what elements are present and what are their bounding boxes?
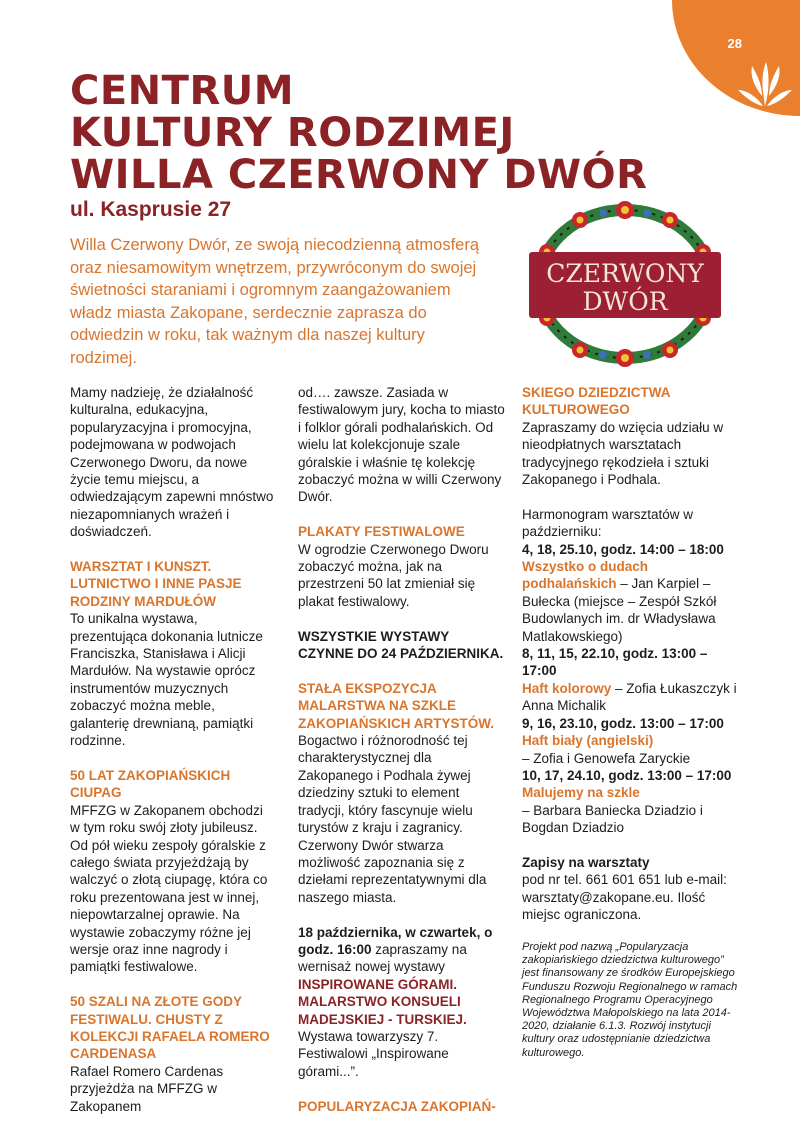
vernissage-paragraph (298, 924, 508, 1081)
workshop-details: – Zofia i Genowefa Zaryckie (522, 750, 691, 766)
workshop-details: – Jan Karpiel – Bułecka (miejsce – Zespół Szkół Budowlanych im. dr Władysława Matlakowskiego) (522, 576, 717, 644)
workshop-item (522, 558, 740, 645)
paragraph: od…. zawsze. Zasiada w festiwalowym jury, kocha to miasto i folklor górali podhalańskich. Od wielu lat kolekcjonuje szale góralskie i właśnie tę kolekcję zobaczyć można w willi Czerwony Dwór. (298, 385, 505, 505)
section-heading: STAŁA EKSPOZYCJA MALARSTWA NA SZKLE ZAKOPIAŃSKICH ARTYSTÓW. (298, 680, 495, 731)
section-heading: 50 SZALI NA ZŁOTE GODY FESTIWALU. CHUSTY Z KOLEKCJI RAFAELA ROMERO CARDENASA (70, 994, 270, 1062)
signup-heading: Zapisy na warsztaty (522, 854, 650, 870)
title-line: KULTURY RODZIMEJ (70, 110, 515, 156)
exhibition-name: INSPIROWANE GÓRAMI. MALARSTWO KONSUELI MADEJSKIEJ - TURSKIEJ. (298, 976, 467, 1027)
column-2 (298, 384, 508, 1115)
exhibitions-notice: WSZYSTKIE WYSTAWY CZYNNE DO 24 PAŹDZIERNIKA. (298, 628, 504, 662)
paragraph: Bogactwo i różnorodność tej charakterystycznej dla Zakopanego i Podhala żywej dziedziny sztuki to element tradycji, który fascynuje wielu turystów z kraju i zagranicy. Czerwony Dwór stwarza możliwość zapoznania się z dziełami reprezentatywnymi dla naszego miasta. (298, 733, 487, 905)
workshop-dates: 10, 17, 24.10, godz. 13:00 – 17:00 (522, 767, 732, 783)
workshop-dates: 8, 11, 15, 22.10, godz. 13:00 – 17:00 (522, 646, 708, 679)
workshop-title: Malujemy na szkle (522, 785, 640, 801)
workshop-dates: 4, 18, 25.10, godz. 14:00 – 18:00 (522, 541, 724, 557)
funding-note: Projekt pod nazwą „Popularyzacja zakopiańskiego dziedzictwa kulturowego” jest finansowany ze środków Europejskiego Funduszu Rozwoju Regionalnego w ramach Regionalnego Programu Operacyjnego Województwa Małopolskiego na lata 2014-2020, działanie 6.1.3. Rozwój instytucji kultury oraz udostępnianie dziedzictwa kulturowego. (522, 940, 738, 1059)
workshop-dates: 9, 16, 23.10, godz. 13:00 – 17:00 (522, 715, 724, 731)
signup-info: pod nr tel. 661 601 651 lub e-mail: warsztaty@zakopane.eu. Ilość miejsc ograniczona. (522, 872, 727, 923)
schedule-intro: Harmonogram warsztatów w październiku: (522, 506, 694, 540)
column-3 (522, 384, 740, 1077)
logo-text-line1: CZERWONY (546, 259, 704, 288)
column-1 (70, 384, 275, 1132)
workshop-details: – Zofia Łukaszczyk i Anna Michalik (522, 680, 737, 714)
title-line: WILLA CZERWONY DWÓR (70, 152, 648, 198)
paragraph: W ogrodzie Czerwonego Dworu zobaczyć można, jak na przestrzeni 50 lat zmieniał się plakat festiwalowy. (298, 541, 489, 609)
logo-text-line2: DWÓR (582, 287, 668, 316)
paragraph: Mamy nadzieję, że działalność kulturalna, edukacyjna, popularyzacyjna i promocyjna, podejmowana w podwojach Czerwonego Dworu, da nowe życie temu miejscu, a odwiedzającym zapewni mnóstwo niezapomnianych wrażeń i doświadczeń. (70, 385, 274, 540)
czerwony-dwor-logo (525, 200, 725, 368)
intro-paragraph: Willa Czerwony Dwór, ze swoją niecodzienną atmosferą oraz niesamowitym wnętrzem, przywróconym do swojej świetności staraniami i ogromnym zaangażowaniem władz miasta Zakopane, serdecznie zaprasza do odwiedzin w roku, tak ważnym dla naszej kultury rodzimej. (70, 236, 480, 367)
title-line: CENTRUM (70, 68, 295, 114)
paragraph: To unikalna wystawa, prezentująca dokonania lutnicze Franciszka, Stanisława i Alicji Mardułów. Na wystawie oprócz instrumentów muzycznych zobaczyć można meble, galanterię drewnianą, pamiątki rodzinne. (70, 611, 263, 749)
workshop-item (522, 680, 740, 715)
workshop-details: – Barbara Baniecka Dziadzio i Bogdan Dziadzio (522, 802, 703, 836)
paragraph: MFFZG w Zakopanem obchodzi w tym roku swój złoty jubileusz. Od pół wieku zespoły góralskie z całego świata przyjeżdżają by walczyć o złotą ciupagę, która co roku prezentowana jest w innej, niepowtarzalnej oprawie. Na wystawie zobaczymy różne jej wersje oraz inne nagrody i pamiątki festiwalowe. (70, 802, 268, 975)
page-number: 28 (727, 36, 742, 51)
paragraph: Rafael Romero Cardenas przyjeżdża na MFFZG w Zakopanem (70, 1063, 224, 1114)
workshop-title: Haft kolorowy (522, 680, 612, 696)
paragraph-text: zapraszamy na wernisaż nowej wystawy (298, 941, 467, 975)
page-title (70, 70, 647, 196)
section-heading: PLAKATY FESTIWALOWE (298, 524, 465, 540)
paragraph-text: Wystawa towarzyszy 7. Festiwalowi „Inspirowane górami...”. (298, 1028, 449, 1079)
address: ul. Kasprusie 27 (70, 198, 232, 221)
workshop-title: Wszystko o dudach podhalańskich (522, 559, 649, 592)
paragraph: Zapraszamy do wzięcia udziału w nieodpłatnych warsztatach tradycyjnego rękodzieła i sztuki Zakopanego i Podhala. (522, 419, 724, 488)
vernissage-date: 18 października, w czwartek, o godz. 16:00 (298, 924, 493, 957)
section-heading: POPULARYZACJA ZAKOPIAŃ- (298, 1098, 496, 1114)
leaf-icon (736, 56, 794, 110)
section-heading: SKIEGO DZIEDZICTWA KULTUROWEGO (522, 385, 670, 418)
workshop-title: Haft biały (angielski) (522, 733, 654, 749)
section-heading: WARSZTAT I KUNSZT. LUTNICTWO I INNE PASJE RODZINY MARDUŁÓW (70, 559, 242, 609)
section-heading: 50 LAT ZAKOPIAŃSKICH CIUPAG (70, 767, 231, 801)
